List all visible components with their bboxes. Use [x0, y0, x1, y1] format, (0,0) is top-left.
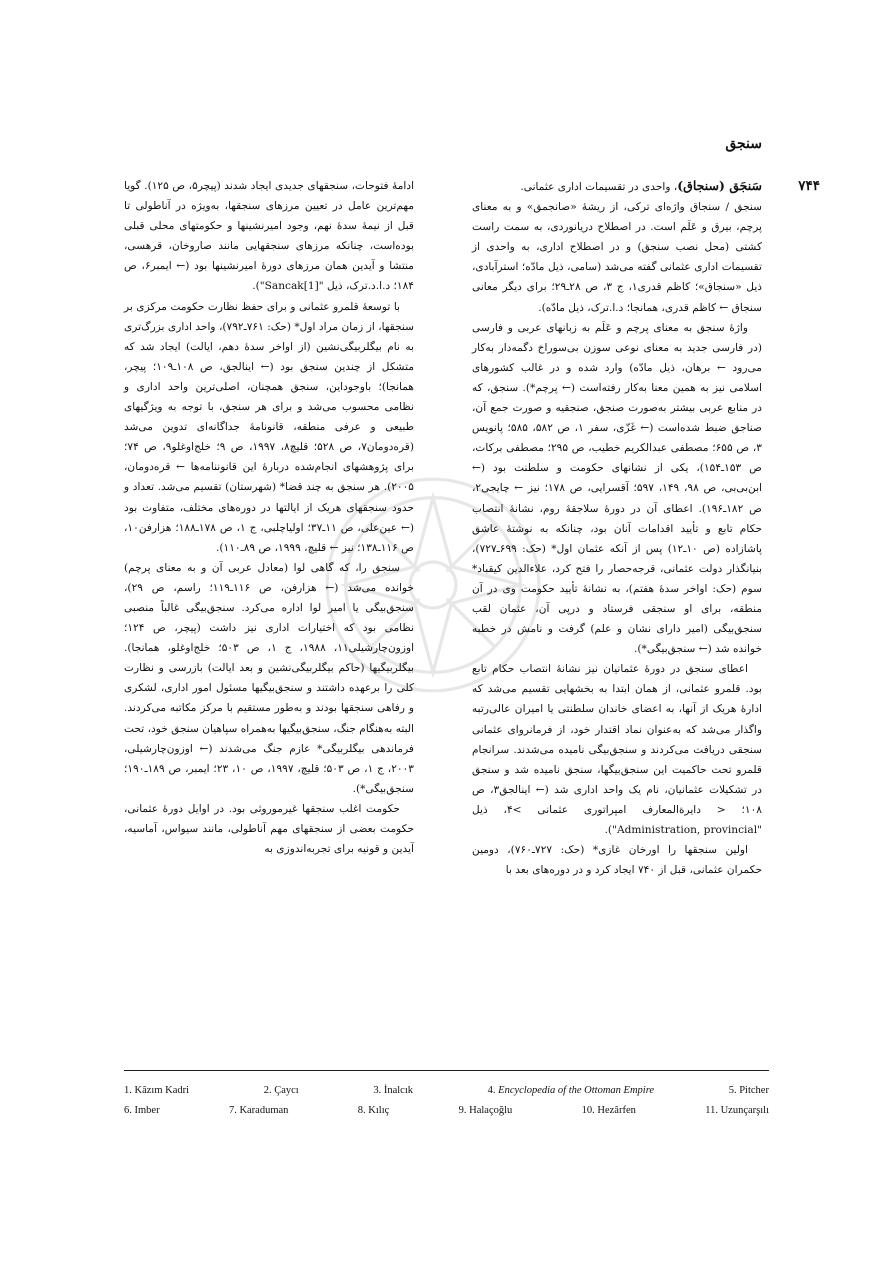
- footnote: 7. Karaduman: [228, 1105, 289, 1116]
- text-column-left: [124, 176, 414, 859]
- body-paragraph: سنجق را، که گاهی لوا (معادل عربی آن و به معنای پرچم) خوانده می‌شد (← هزارفن، ص ۱۱۶ـ۱۱۹؛ راسم، ص ۲۹)، سنجق‌بیگی یا امیر لوا اداره می‌کرد. سنجق‌بیگی غالباً منصبی نظامی بود که اختیارات اداری نیز داشت (پیچر، ص ۱۲۴؛ اوزون‌چارشیلی۱۱، ۱۹۸۸، ج ۱، ص ۵۰۳؛ خلج‌اوغلو، همانجا). بیگلربیگیها (حاکم بیگلربیگی‌نشین و بعد ایالت) بازرسی و نظارت کلی را برعهده داشتند و سنجق‌بیگیها مسئول امور اداری، لشکری و رفاهی سنجقها بودند و به‌طور مستقیم با مرکز مکاتبه می‌کردند. البته به‌هنگام جنگ، سنجق‌بیگیها به‌همراه سپاهیان سنجق خود، تحت فرماندهی بیگلربیگی* عازم جنگ می‌شدند (← اوزون‌چارشیلی، ۲۰۰۳، ج ۱، ص ۵۰۳؛ قلیچ، ۱۹۹۷، ص ۱۰، ۲۳؛ ایمبر، ص ۱۸۹ـ۱۹۰؛ سنجق‌بیگی*).: [124, 561, 415, 795]
- footnotes: [124, 1081, 769, 1121]
- body-paragraph: اولین سنجقها را اورخان غازی* (حک: ۷۲۷ـ۷۶۰)، دومین حکمران عثمانی، قبل از ۷۴۰ ایجاد کرد و در دوره‌های بعد با: [472, 844, 762, 877]
- footnote: 9. Halaçoğlu: [458, 1105, 513, 1116]
- body-paragraph: با توسعهٔ قلمرو عثمانی و برای حفظ نظارت حکومت مرکزی بر سنجقها، از زمان مراد اول* (حک: ۷۶۱ـ۷۹۲)، واحد اداری بزرگ‌تری به نام بیگلربیگی‌نشین (از اواخر سدهٔ دهم، ایالت) ایجاد شد که متشکل از چندین سنجق بود (← اینالجق، ص ۱۰۸ـ۱۰۹؛ پیچر، همانجا)؛ باوجوداین، سنجق همچنان، اصلی‌ترین واحد اداری و نظامی محسوب می‌شد و برای هر سنجق، با توجه به ویژگیهای طبیعی و عرفی منطقه، قانونامهٔ جداگانه‌ای تدوین می‌شد (قره‌دومان۷، ص ۵۲۸؛ قلیچ۸، ۱۹۹۷، ص ۹؛ خلج‌اوغلو۹، ص ۷۴؛ برای پژوهشهای انجام‌شده دربارهٔ این قانوننامه‌ها ← قره‌دومان، ۲۰۰۵). هر سنجق به چند قضا* (شهرستان) تقسیم می‌شد. تعداد و حدود سنجقهای هریک از ایالتها در دوره‌های مختلف، متفاوت بود (← عین‌علی، ص ۱۱ـ۳۷؛ اولیاچلبی، ج ۱، ص ۱۷۸ـ۱۸۸؛ هزارفن۱۰، ص ۱۱۶ـ۱۳۸؛ نیز ← قلیچ، ۱۹۹۹، ص ۸۹ـ۱۱۰).: [124, 300, 415, 554]
- entry-intro-paragraph: [472, 176, 762, 197]
- footnote: 10. Hezârfen: [581, 1105, 636, 1116]
- body-paragraph: حکومت اغلب سنجقها غیرموروثی بود. در اوایل دورهٔ عثمانی، حکومت بعضی از سنجقهای مهم آناطولی، مانند سیواس، آماسیه، آیدین و قونیه برای تجربه‌اندوزی به: [124, 802, 414, 856]
- footnote: 3. İnalcık: [373, 1085, 413, 1096]
- body-paragraph: اعطای سنجق در دورهٔ عثمانیان نیز نشانهٔ انتصاب حکام تابع بود. قلمرو عثمانی، از همان ابتدا به بخشهایی تقسیم می‌شد که ادارهٔ هریک از آنها، به اعضای خاندان سلطنتی یا امیران عالی‌رتبه واگذار می‌شد که به‌عنوان نماد اقتدار خود، از فرمانروای عثمانی سنجقی دریافت می‌کردند و سنجق‌بیگی نامیده می‌شدند. سرانجام قلمرو تحت حاکمیت این سنجق‌بیگها، سنجق نامیده شد و سنجق در تشکیلات عثمانیان، نام یک واحد اداری شد (← اینالجق۳، ص ۱۰۸؛ < دایرةالمعارف امپراتوری عثمانی >۴، ذیل "Administration, provincial").: [472, 663, 762, 836]
- footnote: [488, 1081, 654, 1101]
- running-head: سنجق: [725, 136, 762, 152]
- text-column-right: [472, 176, 762, 880]
- entry-lead: ، واحدی در تقسیمات اداری عثمانی.: [520, 181, 678, 193]
- footnote: 5. Pitcher: [728, 1085, 769, 1096]
- footnote: 8. Kılıç: [357, 1105, 390, 1116]
- footnote-row: [124, 1101, 769, 1121]
- footnote: 2. Çaycı: [263, 1085, 299, 1096]
- entry-headword: سَنجَق (سنجاق): [677, 178, 762, 193]
- page-number: ۷۴۴: [798, 178, 820, 194]
- footnote: 1. Kâzım Kadri: [124, 1085, 190, 1096]
- body-paragraph: سنجق / سنجاق واژه‌ای ترکی، از ریشهٔ «صانجمق» و به معنای پرچم، بیرق و عَلَم است. در اصطلاح دریانوردی، به سمت راست کشتی (محل نصب سنجق) و در اصطلاح اداری، به واحدی از تقسیمات اداری عثمانی گفته می‌شد (سامی، ذیل مادّه؛ استرآبادی، ذیل «سنجاق»؛ کاظم قدری۱، ج ۳، ص ۲۸ـ۲۹؛ برای دیگر معانی سنجاق ← کاظم قدری، همانجا؛ د.ا.ترک، ذیل مادّه).: [472, 201, 762, 314]
- footnote-number: 4.: [487, 1085, 499, 1096]
- body-paragraph: ادامهٔ فتوحات، سنجقهای جدیدی ایجاد شدند (پیچر۵، ص ۱۲۵). گویا مهم‌ترین عامل در تعیین مرزهای سنجقها، به‌ویژه در آناطولی تا قبل از نیمهٔ سدهٔ نهم، وجود امیرنشینها و حکومتهای محلی قبلی بوده‌است، چنانکه مرزهای سنجقهایی مانند صاروخان، قرهسی، منتشا و آیدین همان مرزهای دورهٔ امیرنشینها بود (← ایمبر۶، ص ۱۸۴؛ د.ا.د.ترک، ذیل "Sancak[1]").: [124, 180, 415, 293]
- body-paragraph: واژهٔ سنجق به معنای پرچم و عَلَم به زبانهای عربی و فارسی (در فارسی جدید به معنای نوعی سوزن بی‌سوراخ دگمه‌دار به‌کار می‌رود ← برهان، ذیل مادّه) وارد شده و در غالب کشورهای اسلامی نیز به همین معنا به‌کار رفته‌است (← پرچم*). سنجق، که در منابع عربی بیشتر به‌صورت صنجق، صنجقیه و صورت جمع آن، صناجق ضبط شده‌است (← غَزّی، سفر ۱، ص ۵۸۲، ۵۸۵؛ پانویس ۳، ص ۶۵۵؛ مصطفی عبدالکریم خطیب، ص ۲۹۵؛ مصطفی برکات، ص ۱۵۳ـ۱۵۴)، یکی از نشانهای حکومت و سلطنت بود (← ابن‌بی‌بی، ص ۹۸، ۱۴۹، ۵۹۷؛ آقسرایی، ص ۱۷۸؛ نیز ← چایجی۲، ص ۱۸۲ـ۱۹۶). اعطای آن در دورهٔ سلاجقهٔ روم، نشانهٔ انتصاب حکام تابع و تأیید اقدامات آنان بود، چنانکه به نوشتهٔ عاشق پاشازاده (ص ۱۰ـ۱۲) پس از آنکه عثمان اول* (حک: ۶۹۹ـ۷۲۷)، بنیانگذار دولت عثمانی، قرجه‌حصار را فتح کرد، علاءالدین کیقباد* سوم (حک: اواخر سدهٔ هفتم)، به نشانهٔ تأیید حکومت وی در آن منطقه، برای او سنجقی فرستاد و درپی آن، عثمان لقب سنجق‌بیگی (امیر دارای نشان و علم) گرفت و نامش در خطبه خوانده شد (← سنجق‌بیگی*).: [472, 321, 763, 656]
- footnote-divider: [124, 1070, 769, 1071]
- footnote-row: [124, 1081, 769, 1101]
- footnote: 6. Imber: [124, 1105, 160, 1116]
- footnote: 11. Uzunçarşılı: [705, 1105, 769, 1116]
- footnote-italic-title: Encyclopedia of the Ottoman Empire: [498, 1085, 655, 1096]
